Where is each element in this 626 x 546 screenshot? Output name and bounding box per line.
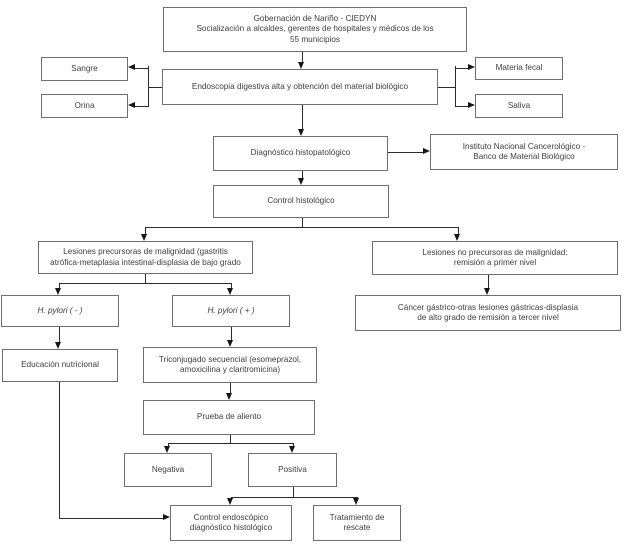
connector-line [148,66,149,107]
node-endoscopia: Endoscopia digestiva alta y obtención del material biológico [162,69,438,105]
arrow-down-icon [298,178,304,185]
node-gobernacion: Gobernación de Nariño - CIEDYN Socialización a alcaldes, gerentes de hospitales y médicos de los 55 municipios [163,7,467,52]
arrow-down-icon [227,498,233,505]
connector-line [133,106,149,107]
arrow-down-icon [454,234,460,241]
node-negativa: Negativa [124,453,212,487]
node-positiva: Positiva [248,453,337,487]
connector-line [59,283,232,284]
node-orina: Orina [41,94,128,118]
arrow-down-icon [226,393,232,400]
arrow-down-icon [484,288,490,295]
arrow-right-icon [468,64,475,70]
connector-line [455,66,456,107]
arrow-left-icon [128,102,135,108]
node-prueba-aliento: Prueba de aliento [143,400,315,435]
connector-line [302,218,303,227]
connector-line [231,497,358,498]
node-educacion-nutricional: Educación nutricional [2,349,118,382]
arrow-down-icon [55,342,61,349]
connector-line [455,68,469,69]
connector-line [302,105,303,130]
connector-line [455,106,469,107]
arrow-right-icon [163,514,170,520]
connector-line [145,274,146,283]
connector-line [388,152,424,153]
arrow-right-icon [468,102,475,108]
node-hpylori-negativo: H. pylori ( - ) [1,295,119,327]
node-control-histologico: Control histológico [213,185,389,218]
arrow-left-icon [128,64,135,70]
node-diagnostico-histopatologico: Diagnóstico histopatológico [213,136,388,171]
arrow-down-icon [55,288,61,295]
connector-line [148,87,163,88]
node-sangre: Sangre [41,57,128,81]
connector-line [438,87,455,88]
node-triconjugado: Triconjugado secuencial (esomeprazol, amoxicilina y claritromicina) [143,347,317,383]
arrow-down-icon [298,129,304,136]
arrow-down-icon [289,446,295,453]
arrow-down-icon [141,234,147,241]
node-instituto-cancerologico: Instituto Nacional Cancerológico - Banco de Material Biológico [430,134,618,170]
node-saliva: Saliva [475,94,563,118]
connector-line [59,518,164,519]
arrow-right-icon [423,148,430,154]
node-hpylori-positivo: H. pylori ( + ) [172,295,290,327]
node-materia-fecal: Materia fecal [475,57,563,80]
connector-line [168,443,294,444]
connector-line [231,327,232,341]
node-control-endoscopico: Control endoscópico diagnóstico histológico [170,505,292,541]
arrow-down-icon [227,340,233,347]
node-lesiones-no-precursoras: Lesiones no precursoras de malignidad: remisión a primer nivel [372,241,618,275]
connector-line [488,275,489,289]
arrow-down-icon [227,288,233,295]
node-lesiones-precursoras: Lesiones precursoras de malignidad (gastritis atrófica-metaplasia intestinal-displasia de bajo grado [38,241,253,274]
connector-line [59,382,60,519]
arrow-down-icon [298,62,304,69]
node-cancer-gastrico: Cáncer gástrico-otras lesiones gástricas-displasia de alto grado de remisión a tercer nivel [355,295,621,331]
connector-line [133,68,149,69]
node-tratamiento-rescate: Tratamiento de rescate [313,505,401,541]
connector-line [59,327,60,343]
arrow-down-icon [353,498,359,505]
arrow-down-icon [164,446,170,453]
connector-line [145,227,459,228]
